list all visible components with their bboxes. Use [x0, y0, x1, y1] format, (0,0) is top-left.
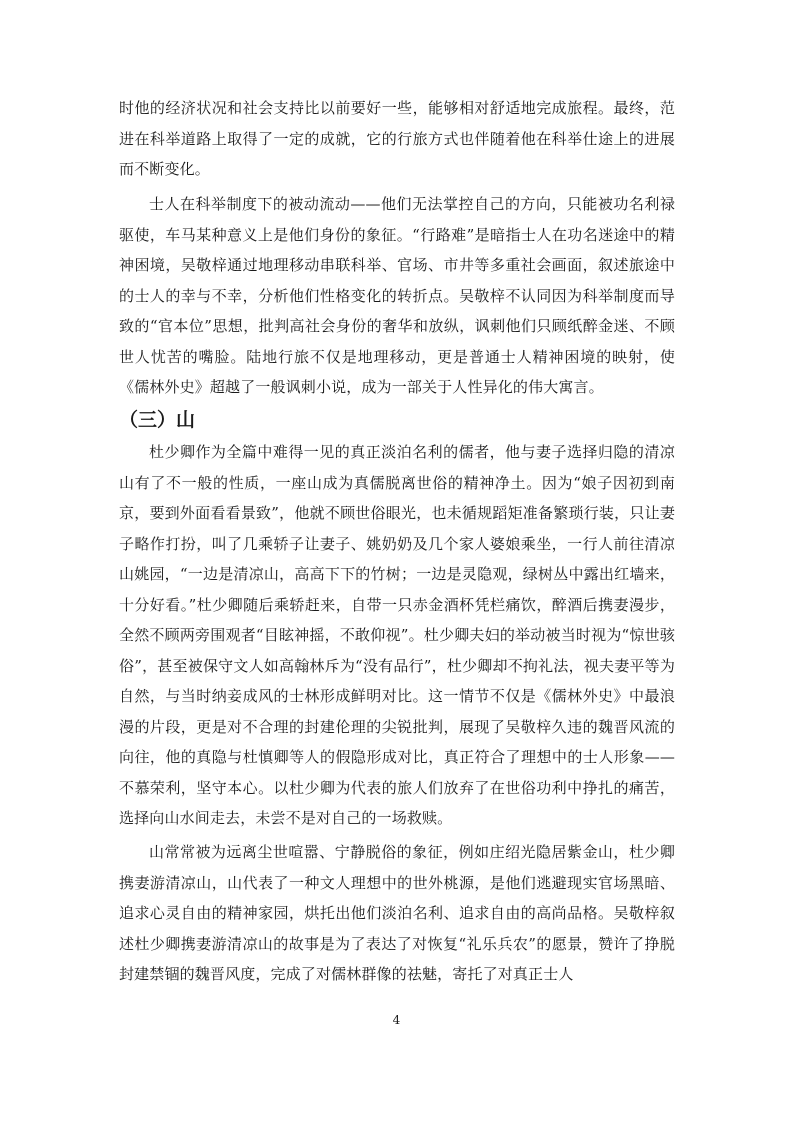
body-paragraph-1: 时他的经济状况和社会支持比以前要好一些，能够相对舒适地完成旅程。最终，范进在科举道路上取得了一定的成就，它的行旅方式也伴随着他在科举仕途上的进展而不断变化。: [119, 99, 675, 178]
body-paragraph-2: 士人在科举制度下的被动流动——他们无法掌控自己的方向，只能被功名利禄驱使，车马某种意义上是他们身份的象征。“行路难”是暗指士人在功名迷途中的精神困境，吴敬梓通过地理移动串联科举、官场、市井等多重社会画面，叙述旅途中的士人的幸与不幸，分析他们性格变化的转折点。吴敬梓不认同因为科举制度而导致的“官本位”思想，批判高社会身份的奢华和放纵，讽刺他们只顾纸醉金迷、不顾世人忧苦的嘴脸。陆地行旅不仅是地理移动，更是普通士人精神困境的映射，使《儒林外史》超越了一般讽刺小说，成为一部关于人性异化的伟大寓言。: [119, 195, 675, 396]
page-number: 4: [392, 1013, 401, 1027]
body-paragraph-4: 山常常被为远离尘世喧嚣、宁静脱俗的象征，例如庄绍光隐居紫金山，杜少卿携妻游清凉山，山代表了一种文人理想中的世外桃源，是他们逃避现实官场黑暗、追求心灵自由的精神家园，烘托出他们淡泊名利、追求自由的高尚品格。吴敬梓叙述杜少卿携妻游清凉山的故事是为了表达了对恢复“礼乐兵农”的愿景，赞许了挣脱封建禁锢的魏晋风度，完成了对儒林群像的祛魅，寄托了对真正士人: [119, 843, 675, 983]
section-heading: （三）山: [119, 409, 196, 431]
body-paragraph-3: 杜少卿作为全篇中难得一见的真正淡泊名利的儒者，他与妻子选择归隐的清凉山有了不一般的性质，一座山成为真儒脱离世俗的精神净土。因为“娘子因初到南京，要到外面看看景致”，他就不顾世俗眼光，也未循规蹈矩准备繁琐行装，只让妻子略作打扮，叫了几乘轿子让妻子、姚奶奶及几个家人婆娘乘坐，一行人前往清凉山姚园，“一边是清凉山，高高下下的竹树；一边是灵隐观，绿树丛中露出红墙来，十分好看。”杜少卿随后乘轿赶来，自带一只赤金酒杯凭栏痛饮，醉酒后携妻漫步，全然不顾两旁围观者“目眩神摇，不敢仰视”。杜少卿夫妇的举动被当时视为“惊世骇俗”，甚至被保守文人如高翰林斥为“没有品行”，杜少卿却不拘礼法，视夫妻平等为自然，与当时纳妾成风的士林形成鲜明对比。这一情节不仅是《儒林外史》中最浪漫的片段，更是对不合理的封建伦理的尖锐批判，展现了吴敬梓久违的魏晋风流的向往，他的真隐与杜慎卿等人的假隐形成对比，真正符合了理想中的士人形象——不慕荣利，坚守本心。以杜少卿为代表的旅人们放弃了在世俗功利中挣扎的痛苦，选择向山水间走去，未尝不是对自己的一场救赎。: [119, 443, 675, 827]
